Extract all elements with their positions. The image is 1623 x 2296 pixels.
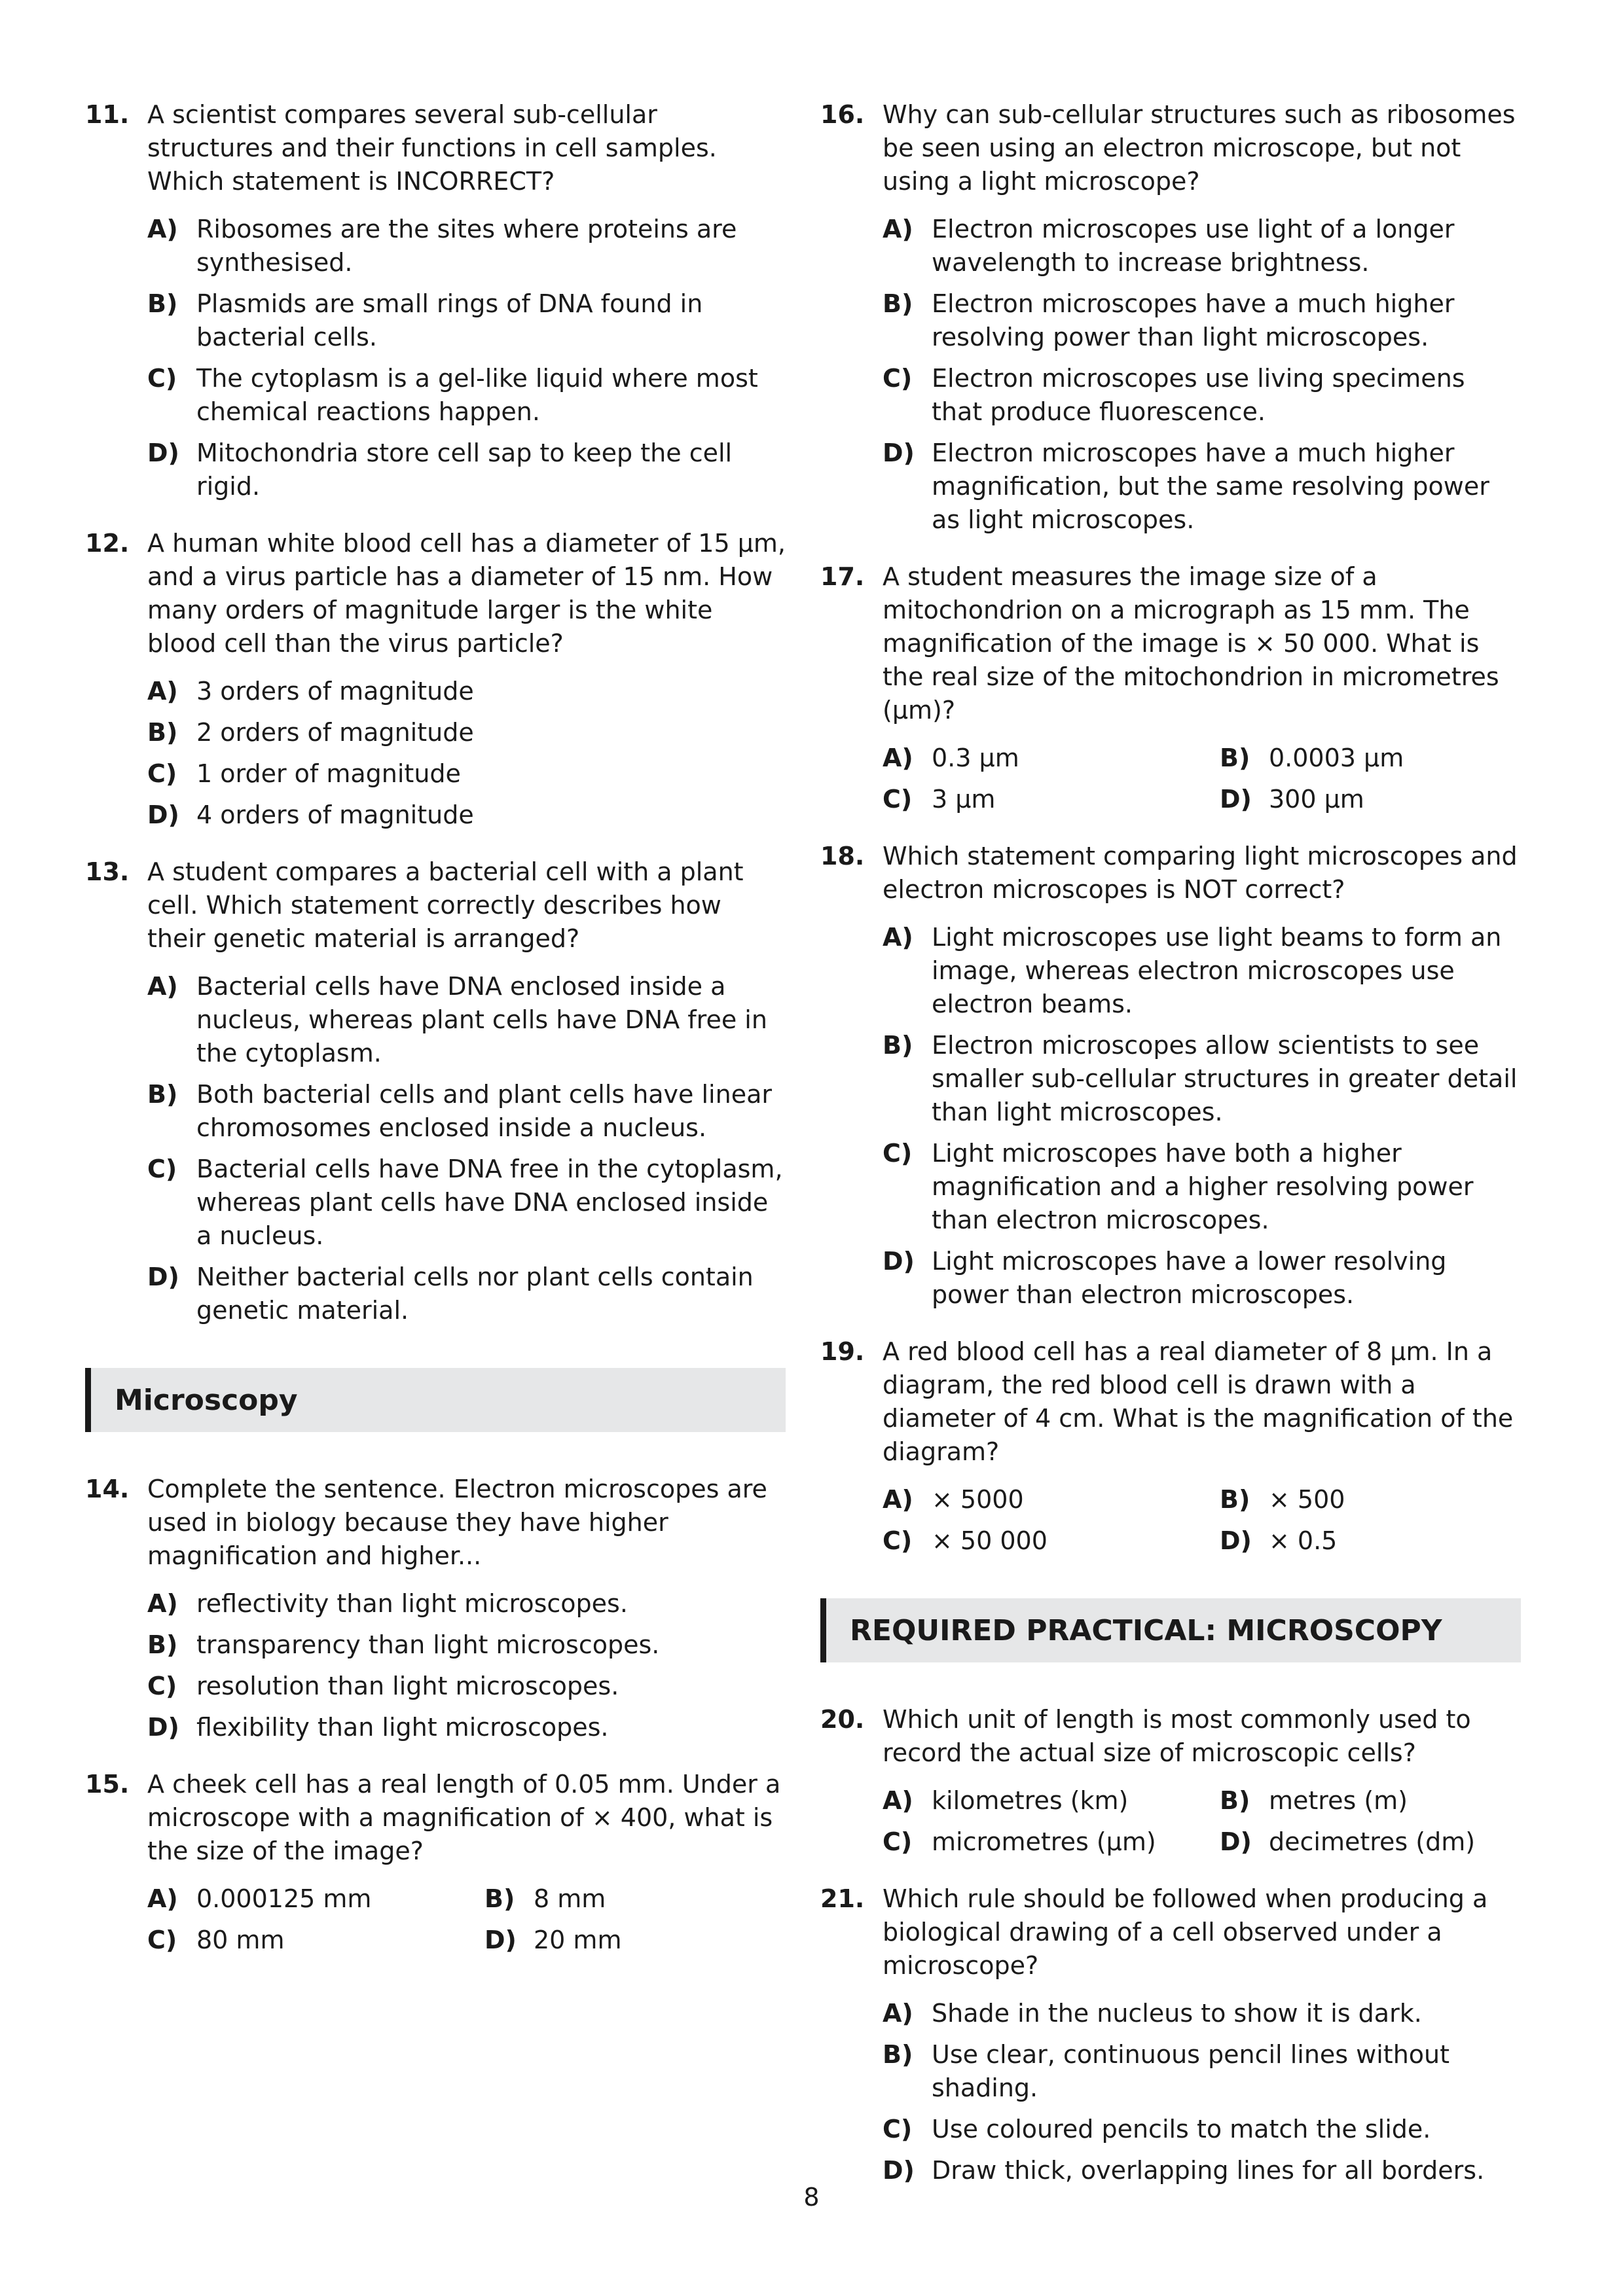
answer-option[interactable]	[147, 213, 786, 279]
answer-option[interactable]	[147, 362, 786, 429]
question-text: Which rule should be followed when producing a biological drawing of a cell observed under a microscope?	[883, 1884, 1488, 1980]
option-text: 0.3 µm	[932, 744, 1019, 772]
answer-options	[883, 1483, 1521, 1558]
option-letter: B)	[883, 289, 913, 318]
option-text: Light microscopes have a lower resolving power than electron microscopes.	[932, 1247, 1447, 1309]
answer-option[interactable]	[147, 970, 786, 1070]
option-letter: B)	[147, 1080, 178, 1109]
option-text: Light microscopes use light beams to form an image, whereas electron microscopes use electron beams.	[932, 923, 1502, 1018]
answer-option[interactable]	[883, 921, 1521, 1021]
option-letter: A)	[147, 677, 178, 706]
option-letter: B)	[147, 718, 178, 747]
answer-option[interactable]	[883, 1825, 1220, 1859]
option-text: The cytoplasm is a gel-like liquid where most chemical reactions happen.	[196, 364, 758, 426]
option-letter: C)	[147, 364, 177, 393]
option-text: 0.000125 mm	[196, 1884, 372, 1913]
question-number: 15.	[85, 1770, 130, 1799]
option-text: Shade in the nucleus to show it is dark.	[932, 1999, 1422, 2028]
answer-option[interactable]	[883, 1029, 1521, 1129]
answer-option[interactable]	[484, 1924, 786, 1957]
question-16	[820, 98, 1521, 537]
option-text: Use clear, continuous pencil lines without shading.	[932, 2040, 1450, 2102]
option-letter: C)	[883, 2115, 913, 2144]
answer-option[interactable]	[1220, 783, 1521, 816]
answer-option[interactable]	[883, 742, 1220, 775]
option-letter: C)	[147, 759, 177, 788]
option-text: flexibility than light microscopes.	[196, 1713, 609, 1742]
option-letter: D)	[1220, 1526, 1252, 1555]
answer-option[interactable]	[1220, 1825, 1521, 1859]
option-letter: D)	[147, 1713, 179, 1742]
question-17	[820, 560, 1521, 816]
option-text: Mitochondria store cell sap to keep the cell rigid.	[196, 439, 733, 501]
option-letter: B)	[484, 1884, 515, 1913]
option-text: × 500	[1269, 1485, 1345, 1514]
option-text: Draw thick, overlapping lines for all borders.	[932, 2156, 1485, 2185]
option-text: Neither bacterial cells nor plant cells contain genetic material.	[196, 1263, 754, 1325]
question-11	[85, 98, 786, 503]
option-letter: B)	[147, 1630, 178, 1659]
question-21	[820, 1882, 1521, 2187]
option-text: metres (m)	[1269, 1786, 1408, 1815]
answer-option[interactable]	[1220, 1483, 1521, 1516]
question-text: A scientist compares several sub-cellular structures and their functions in cell samples. Which statement is INCORRECT?	[147, 100, 717, 196]
answer-options	[883, 213, 1521, 537]
question-text: Which unit of length is most commonly used to record the actual size of microscopic cells?	[883, 1705, 1471, 1767]
answer-options	[883, 921, 1521, 1312]
question-14	[85, 1473, 786, 1744]
question-text: A student compares a bacterial cell with a plant cell. Which statement correctly describes how their genetic material is arranged?	[147, 857, 744, 953]
section-heading-microscopy: Microscopy	[85, 1368, 786, 1432]
question-text: Why can sub-cellular structures such as ribosomes be seen using an electron microscope, but not using a light microscope?	[883, 100, 1516, 196]
answer-option[interactable]	[147, 1587, 786, 1621]
option-letter: A)	[147, 215, 178, 243]
question-number: 16.	[820, 100, 865, 129]
answer-option[interactable]	[883, 783, 1220, 816]
answer-option[interactable]	[147, 757, 786, 791]
question-text: Complete the sentence. Electron microscopes are used in biology because they have higher magnification and higher...	[147, 1475, 767, 1570]
question-number: 17.	[820, 562, 865, 591]
question-number: 19.	[820, 1337, 865, 1366]
option-letter: C)	[883, 364, 913, 393]
answer-option[interactable]	[883, 213, 1521, 279]
answer-option[interactable]	[883, 1137, 1521, 1237]
question-15	[85, 1768, 786, 1957]
option-letter: A)	[883, 923, 913, 952]
option-letter: A)	[883, 1999, 913, 2028]
answer-option[interactable]	[147, 798, 786, 832]
answer-option[interactable]	[883, 287, 1521, 354]
option-text: 1 order of magnitude	[196, 759, 461, 788]
question-20	[820, 1703, 1521, 1859]
answer-option[interactable]	[147, 1261, 786, 1327]
option-letter: A)	[147, 1884, 178, 1913]
question-number: 21.	[820, 1884, 865, 1913]
option-letter: C)	[883, 1526, 913, 1555]
option-text: Use coloured pencils to match the slide.	[932, 2115, 1431, 2144]
option-letter: C)	[147, 1926, 177, 1954]
option-letter: C)	[883, 1139, 913, 1168]
option-letter: A)	[147, 972, 178, 1001]
option-text: × 5000	[932, 1485, 1024, 1514]
question-number: 12.	[85, 529, 130, 558]
option-letter: D)	[883, 439, 915, 467]
answer-option[interactable]	[147, 1153, 786, 1253]
answer-options	[883, 742, 1521, 816]
question-text: A human white blood cell has a diameter of 15 µm, and a virus particle has a diameter of 15 nm. How many orders of magnitude larger is the white blood cell than the virus particle?	[147, 529, 786, 658]
section-heading-required-practical: REQUIRED PRACTICAL: MICROSCOPY	[820, 1598, 1521, 1662]
answer-option[interactable]	[147, 1078, 786, 1145]
answer-option[interactable]	[147, 1711, 786, 1744]
answer-option[interactable]	[883, 1245, 1521, 1312]
option-text: reflectivity than light microscopes.	[196, 1589, 628, 1618]
option-letter: A)	[147, 1589, 178, 1618]
option-text: Electron microscopes have a much higher magnification, but the same resolving power as light microscopes.	[932, 439, 1489, 534]
answer-option[interactable]	[1220, 1524, 1521, 1558]
answer-option[interactable]	[1220, 1784, 1521, 1818]
question-text: Which statement comparing light microscopes and electron microscopes is NOT correct?	[883, 842, 1518, 904]
question-text: A red blood cell has a real diameter of 8 µm. In a diagram, the red blood cell is drawn with a diameter of 4 cm. What is the magnification of the diagram?	[883, 1337, 1514, 1466]
option-letter: A)	[883, 744, 913, 772]
answer-option[interactable]	[1220, 742, 1521, 775]
answer-option[interactable]	[883, 2113, 1521, 2146]
option-letter: D)	[1220, 1827, 1252, 1856]
option-text: decimetres (dm)	[1269, 1827, 1476, 1856]
option-text: Bacterial cells have DNA enclosed inside a nucleus, whereas plant cells have DNA free in the cytoplasm.	[196, 972, 767, 1067]
option-letter: B)	[883, 2040, 913, 2069]
question-19	[820, 1335, 1521, 1558]
question-number: 14.	[85, 1475, 130, 1503]
answer-option[interactable]	[147, 1670, 786, 1703]
option-text: 3 µm	[932, 785, 996, 814]
answer-option[interactable]	[147, 287, 786, 354]
answer-option[interactable]	[147, 716, 786, 749]
option-letter: B)	[1220, 1485, 1250, 1514]
option-text: 4 orders of magnitude	[196, 800, 474, 829]
option-letter: B)	[147, 289, 178, 318]
option-letter: C)	[883, 1827, 913, 1856]
option-text: 300 µm	[1269, 785, 1364, 814]
answer-options	[883, 1997, 1521, 2187]
option-text: × 0.5	[1269, 1526, 1338, 1555]
option-letter: C)	[883, 785, 913, 814]
option-letter: A)	[883, 1786, 913, 1815]
answer-options	[147, 675, 786, 832]
question-13	[85, 855, 786, 1327]
option-text: Plasmids are small rings of DNA found in bacterial cells.	[196, 289, 703, 351]
option-text: 3 orders of magnitude	[196, 677, 474, 706]
answer-options	[147, 1587, 786, 1744]
option-letter: B)	[1220, 744, 1250, 772]
option-text: transparency than light microscopes.	[196, 1630, 660, 1659]
option-text: 20 mm	[534, 1926, 622, 1954]
question-number: 11.	[85, 100, 130, 129]
option-letter: A)	[883, 215, 913, 243]
answer-option[interactable]	[883, 1524, 1220, 1558]
answer-options	[883, 1784, 1521, 1859]
option-text: × 50 000	[932, 1526, 1048, 1555]
option-text: Electron microscopes allow scientists to see smaller sub-cellular structures in greater detail than light microscopes.	[932, 1031, 1518, 1126]
question-number: 13.	[85, 857, 130, 886]
answer-option[interactable]	[147, 1924, 484, 1957]
option-text: 80 mm	[196, 1926, 285, 1954]
option-letter: D)	[484, 1926, 517, 1954]
option-letter: D)	[147, 1263, 179, 1291]
option-text: Both bacterial cells and plant cells have linear chromosomes enclosed inside a nucleus.	[196, 1080, 772, 1142]
option-letter: A)	[883, 1485, 913, 1514]
question-number: 20.	[820, 1705, 865, 1734]
question-text: A cheek cell has a real length of 0.05 mm. Under a microscope with a magnification of × 400, what is the size of the image?	[147, 1770, 781, 1865]
answer-option[interactable]	[883, 1997, 1521, 2030]
answer-option[interactable]	[883, 362, 1521, 429]
option-letter: D)	[1220, 785, 1252, 814]
option-text: micrometres (µm)	[932, 1827, 1156, 1856]
answer-options	[147, 1882, 786, 1957]
option-text: Light microscopes have both a higher magnification and a higher resolving power than electron microscopes.	[932, 1139, 1474, 1234]
question-text: A student measures the image size of a mitochondrion on a micrograph as 15 mm. The magnification of the image is × 50 000. What is the real size of the mitochondrion in micrometres (µm)?	[883, 562, 1499, 725]
option-letter: B)	[883, 1031, 913, 1060]
option-text: resolution than light microscopes.	[196, 1672, 619, 1700]
option-letter: B)	[1220, 1786, 1250, 1815]
page-number: 8	[803, 2183, 820, 2212]
answer-options	[147, 970, 786, 1327]
option-letter: D)	[147, 800, 179, 829]
answer-option[interactable]	[147, 1882, 484, 1916]
option-letter: D)	[147, 439, 179, 467]
question-number: 18.	[820, 842, 865, 870]
option-text: Ribosomes are the sites where proteins are synthesised.	[196, 215, 737, 277]
option-text: kilometres (km)	[932, 1786, 1129, 1815]
answer-option[interactable]	[883, 1784, 1220, 1818]
answer-option[interactable]	[147, 1628, 786, 1662]
option-text: Bacterial cells have DNA free in the cytoplasm, whereas plant cells have DNA enclosed inside a nucleus.	[196, 1155, 783, 1250]
answer-option[interactable]	[883, 1483, 1220, 1516]
question-12	[85, 527, 786, 832]
answer-option[interactable]	[484, 1882, 786, 1916]
answer-option[interactable]	[147, 437, 786, 503]
option-text: 2 orders of magnitude	[196, 718, 474, 747]
option-text: Electron microscopes use light of a longer wavelength to increase brightness.	[932, 215, 1455, 277]
option-text: Electron microscopes have a much higher resolving power than light microscopes.	[932, 289, 1455, 351]
answer-options	[147, 213, 786, 503]
option-letter: C)	[147, 1672, 177, 1700]
option-letter: C)	[147, 1155, 177, 1183]
option-text: Electron microscopes use living specimens that produce fluorescence.	[932, 364, 1465, 426]
option-letter: D)	[883, 1247, 915, 1276]
option-text: 8 mm	[534, 1884, 606, 1913]
answer-option[interactable]	[883, 437, 1521, 537]
question-18	[820, 840, 1521, 1312]
option-text: 0.0003 µm	[1269, 744, 1404, 772]
option-letter: D)	[883, 2156, 915, 2185]
answer-option[interactable]	[883, 2038, 1521, 2105]
left-column	[85, 98, 786, 1981]
answer-option[interactable]	[147, 675, 786, 708]
right-column	[820, 98, 1521, 2211]
